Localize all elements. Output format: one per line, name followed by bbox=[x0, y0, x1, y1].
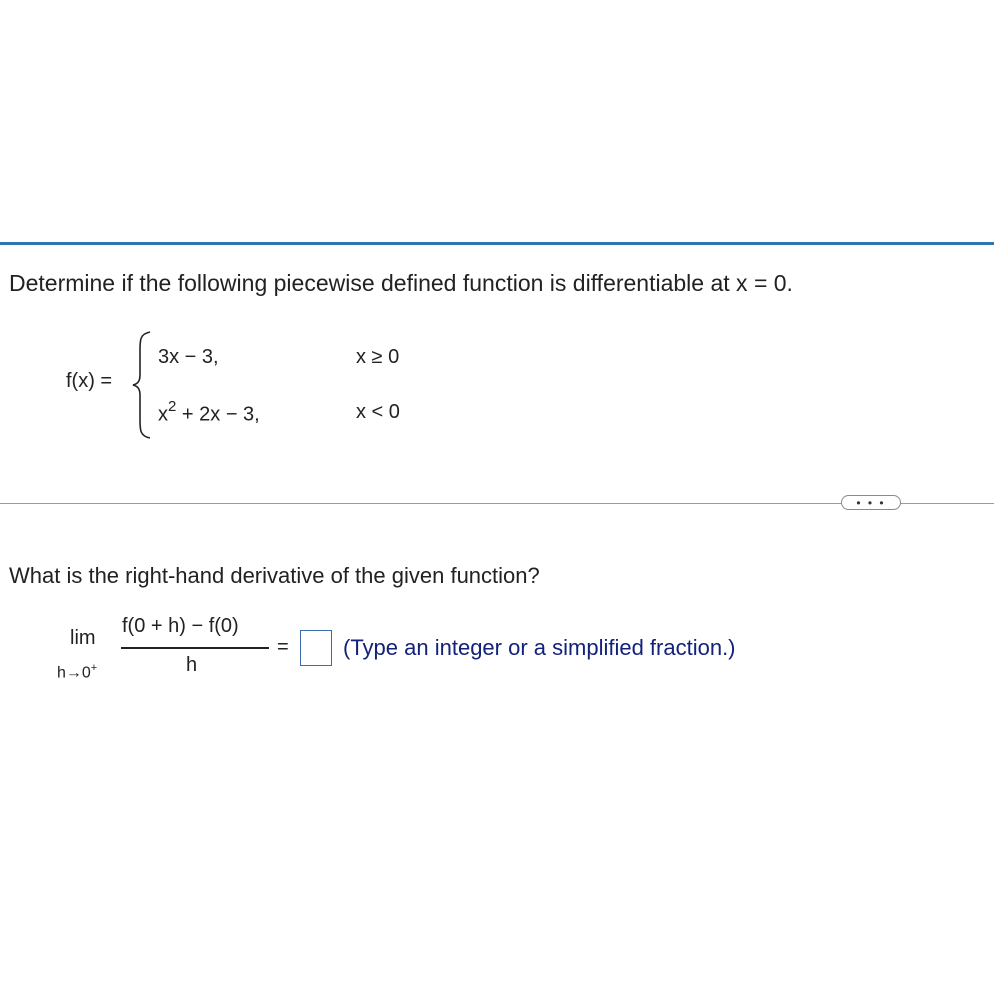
fraction-bar bbox=[121, 647, 269, 649]
limit-subscript bbox=[57, 662, 97, 682]
more-button[interactable]: • • • bbox=[841, 495, 901, 510]
case-1-condition: x ≥ 0 bbox=[356, 346, 400, 368]
answer-hint: (Type an integer or a simplified fraction.) bbox=[343, 635, 736, 660]
question-prompt: Determine if the following piecewise defined function is differentiable at x = 0. bbox=[9, 270, 793, 296]
fraction-denominator: h bbox=[186, 654, 198, 676]
case-2-condition: x < 0 bbox=[356, 401, 400, 423]
limit-operator: lim bbox=[70, 627, 96, 649]
part-prompt: What is the right-hand derivative of the given function? bbox=[9, 563, 540, 588]
function-label: f(x) = bbox=[66, 370, 113, 392]
case-1-expression: 3x − 3, bbox=[158, 346, 219, 368]
piecewise-brace bbox=[130, 330, 160, 440]
fraction-numerator: f(0 + h) − f(0) bbox=[122, 615, 239, 637]
case-2-expression bbox=[158, 400, 260, 427]
limit-direction: + bbox=[90, 662, 98, 674]
answer-input[interactable] bbox=[300, 630, 332, 666]
limit-approach: h→0 bbox=[57, 664, 91, 682]
case-2-base: x bbox=[158, 403, 168, 426]
top-rule bbox=[0, 242, 994, 245]
case-2-rest: + 2x − 3, bbox=[176, 403, 260, 426]
equals-sign: = bbox=[277, 636, 289, 658]
case-2-exponent: 2 bbox=[168, 398, 177, 415]
